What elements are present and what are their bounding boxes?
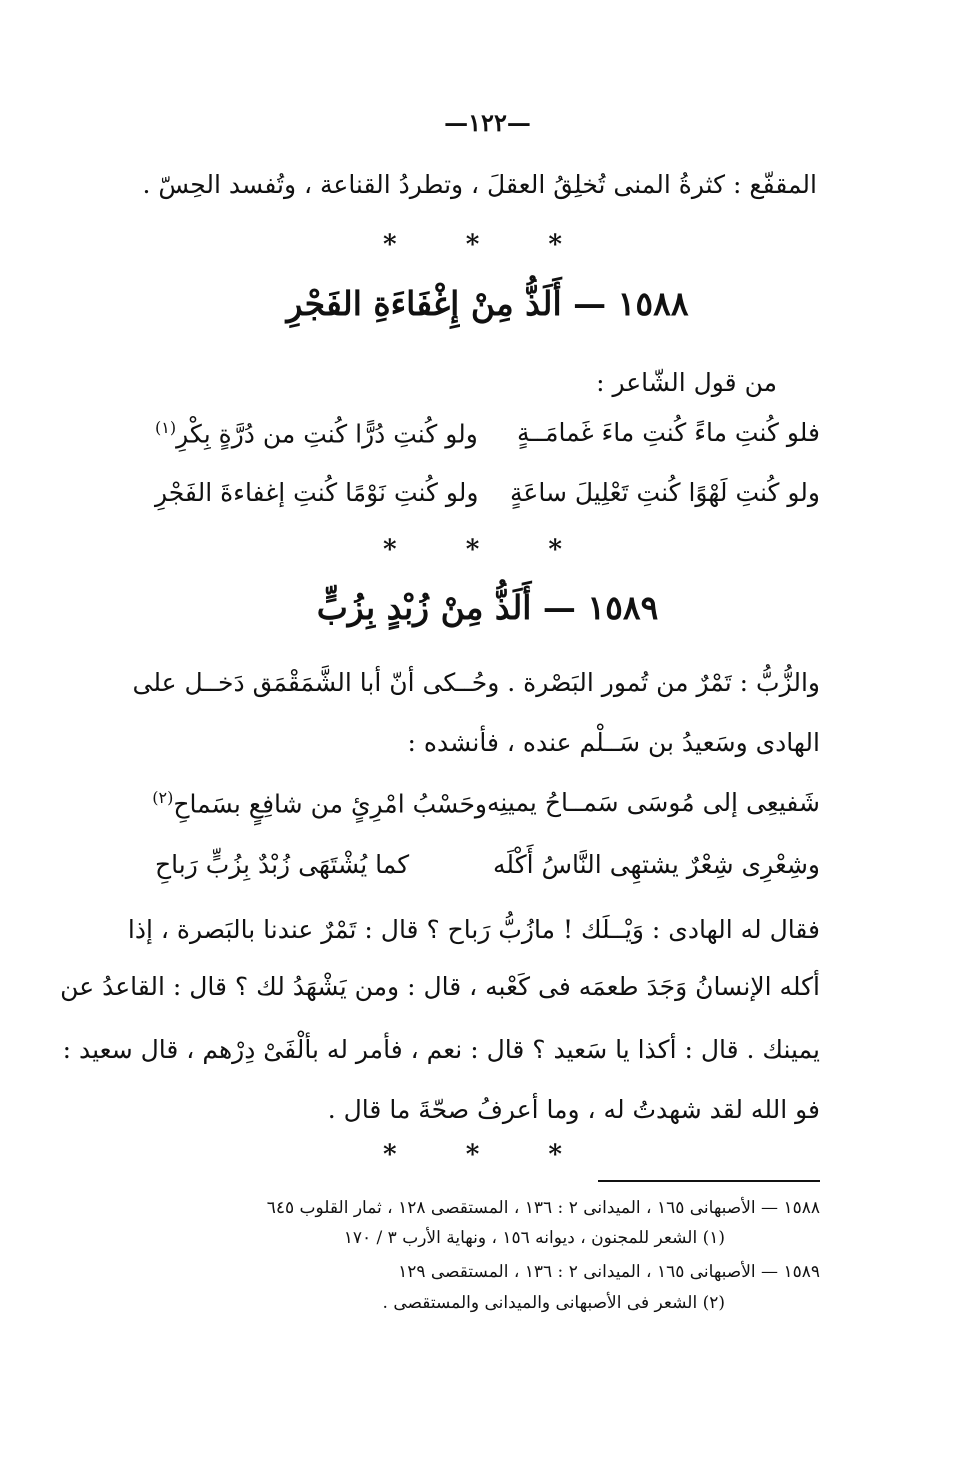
verse-row <box>155 850 820 879</box>
intro-line: المقفّع : كثرةُ المنى تُخلِقُ العقلَ ، وتطردُ القناعة ، وتُفسد الحِسّ . <box>142 170 817 199</box>
separator-stars: * * * <box>383 230 592 260</box>
page-number: —١٢٢— <box>444 108 531 137</box>
verse-hemistich-first: ولو كُنتِ لَهْوًا كُنتِ تَعْلِيلَ ساعَةٍ <box>510 478 820 507</box>
prose-line: يمينك . قال : أكذا يا سَعيد ؟ قال : نعم ، فأمر له بألْفَىْ دِرْهم ، قال سعيد : <box>62 1035 820 1064</box>
verse-hemistich-second: وحَسْبُ امْرِئٍ من شافِعٍ بسَماحِ$^{(٢)}$ <box>152 788 487 819</box>
verse-row <box>155 478 820 507</box>
footnote-marker: (١) <box>155 418 177 437</box>
verse-hemistich-first: فلو كُنتِ ماءً كُنتِ ماءَ غَمامَــةٍ <box>517 418 820 447</box>
prose-line: الهادى وسَعيدُ بن سَــلْم عنده ، فأنشده : <box>407 728 820 757</box>
entry-1589-heading: ١٥٨٩ — أَلَذُّ مِنْ زُبْدٍ بِزُبٍّ <box>316 588 659 627</box>
prose-line: أكله الإنسانُ وَجَدَ طعمَه فى كَعْبه ، قال : ومن يَشْهَدُ لك ؟ قال : القاعدُ عن <box>60 972 820 1001</box>
footnote-rule <box>598 1180 820 1182</box>
prose-line: فقال له الهادى : وَيْــلَك ! مازُبُّ رَباح ؟ قال : تَمْرٌ عندنا بالبَصرة ، إذا <box>127 915 820 944</box>
separator-stars: * * * <box>383 1140 592 1170</box>
verse-hemistich-first: شَفيعِى إلى مُوسَى سَمــاحُ يمينِه <box>486 788 820 817</box>
verse-row <box>152 788 820 819</box>
footnote-marker: (٢) <box>152 788 174 807</box>
footnote-line: ١٥٨٨ — الأصبهانى ١٦٥ ، الميدانى ٢ : ١٣٦ ، المستقصى ١٢٨ ، ثمار القلوب ٦٤٥ <box>266 1198 820 1218</box>
verse-hemistich-second: ولو كُنتِ نَوْمًا كُنتِ إغفاءةَ الفَجْرِ <box>155 478 479 507</box>
prose-line: والزُّبُّ : تَمْرٌ من تُمور البَصْرة . وحُــكى أنّ أبا الشَّمَقْمَق دَخــل على <box>132 668 820 697</box>
prose-line: فو الله لقد شهدتُ له ، وما أعرفُ صحّةَ ما قال . <box>327 1095 820 1124</box>
footnote-line: (١) الشعر للمجنون ، ديوانه ١٥٦ ، ونهاية الأرب ٣ / ١٧٠ <box>343 1228 725 1248</box>
entry-1588-lead: من قول الشّاعر : <box>596 368 777 397</box>
verse-row <box>155 418 820 448</box>
verse-hemistich-first: وشِعْرِى شِعْرٌ يشتهِى النَّاسُ أَكْلَه <box>493 850 820 879</box>
separator-stars: * * * <box>383 535 592 565</box>
verse-hemistich-second: ولو كُنتِ دُرًّا كُنتِ من دُرَّةٍ بِكْرِ$^{(١)}$ <box>155 418 478 449</box>
verse-hemistich-second: كما يُشْتَهَى زُبْدٌ بِزُبٍّ رَباحِ <box>155 850 410 879</box>
footnote-line: (٢) الشعر فى الأصبهانى والميدانى والمستقصى . <box>382 1293 725 1313</box>
footnote-line: ١٥٨٩ — الأصبهانى ١٦٥ ، الميدانى ٢ : ١٣٦ ، المستقصى ١٢٩ <box>398 1262 820 1282</box>
entry-1588-heading: ١٥٨٨ — أَلَذُّ مِنْ إِغْفَاءَةِ الفَجْرِ <box>286 284 689 323</box>
